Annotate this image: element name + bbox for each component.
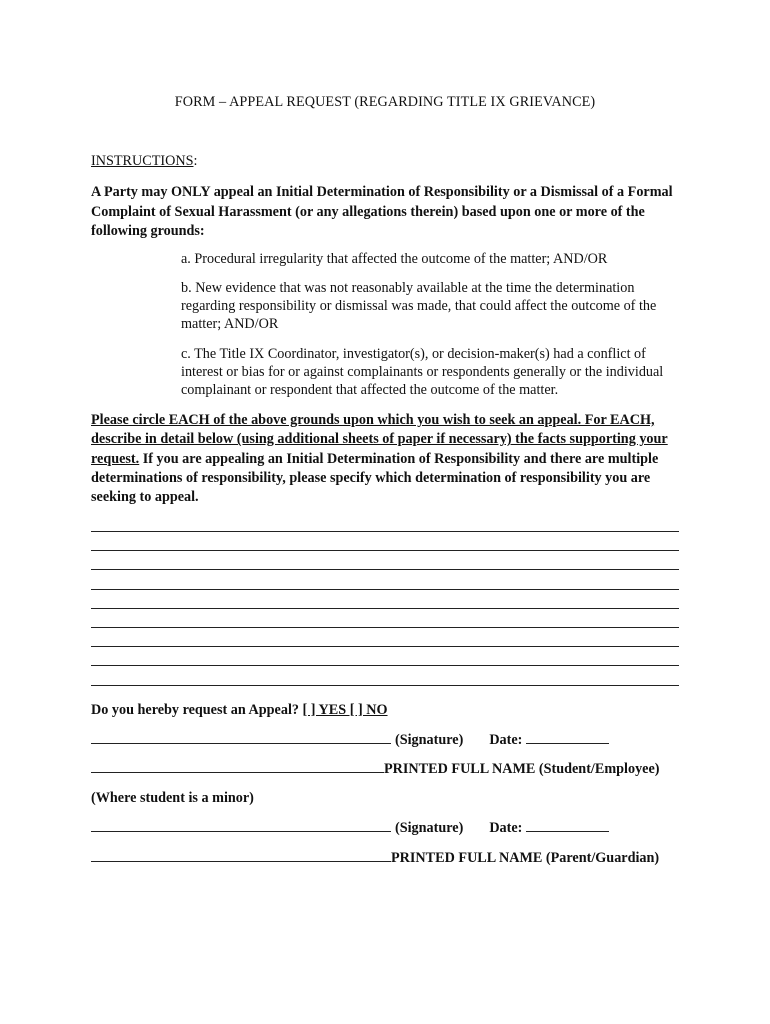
description-line[interactable] xyxy=(91,627,679,628)
appeal-question-text: Do you hereby request an Appeal? xyxy=(91,702,303,718)
student-date-line[interactable] xyxy=(526,731,609,744)
description-line[interactable] xyxy=(91,589,679,590)
student-signature-row xyxy=(91,731,681,749)
instructions-heading-colon: : xyxy=(193,153,198,169)
parent-signature-label: (Signature) xyxy=(395,820,464,836)
description-line[interactable] xyxy=(91,646,679,647)
appeal-yes-no-options[interactable]: [ ] YES [ ] NO xyxy=(302,702,388,718)
instructions-heading xyxy=(91,153,197,170)
description-line[interactable] xyxy=(91,685,679,686)
description-line[interactable] xyxy=(91,531,679,532)
parent-printed-name-label: PRINTED FULL NAME (Parent/Guardian) xyxy=(391,850,660,866)
circle-instruction-underlined: Please circle EACH of the above grounds upon which you wish to seek an appeal. For EACH, describe in detail below (using additional sheets of paper if necessary) the facts supporting your request. xyxy=(91,412,668,467)
parent-signature-line[interactable] xyxy=(91,819,391,832)
student-signature-label: (Signature) xyxy=(395,732,464,748)
parent-signature-row xyxy=(91,819,681,837)
student-name-row xyxy=(91,760,681,778)
ground-c[interactable]: c. The Title IX Coordinator, investigator(s), or decision-maker(s) had a conflict of interest or bias for or against complainants or respondents generally or the individual complainant or respondent that affected the outcome of the matter. xyxy=(181,346,664,398)
circle-instruction xyxy=(91,411,683,507)
student-printed-name-label: PRINTED FULL NAME (Student/Employee) xyxy=(384,761,660,777)
parent-name-row xyxy=(91,849,681,867)
parent-date-label: Date: xyxy=(489,820,523,836)
student-date-label: Date: xyxy=(489,732,523,748)
student-signature-line[interactable] xyxy=(91,731,391,744)
intro-paragraph: A Party may ONLY appeal an Initial Determination of Responsibility or a Dismissal of a Formal Complaint of Sexual Harassment (or any allegations therein) based upon one or more of the following grounds: xyxy=(91,184,673,239)
appeal-question xyxy=(91,702,388,719)
form-title: FORM – APPEAL REQUEST (REGARDING TITLE IX GRIEVANCE) xyxy=(174,94,596,110)
description-line[interactable] xyxy=(91,608,679,609)
description-line[interactable] xyxy=(91,550,679,551)
ground-b[interactable]: b. New evidence that was not reasonably available at the time the determination regarding responsibility or dismissal was made, that could affect the outcome of the matter; AND/OR xyxy=(181,280,657,332)
parent-printed-name-line[interactable] xyxy=(91,849,391,862)
student-printed-name-line[interactable] xyxy=(91,760,384,773)
circle-instruction-rest: If you are appealing an Initial Determination of Responsibility and there are multiple determinations of responsibility, please specify which determination of responsibility you are seeking to appeal. xyxy=(91,450,659,506)
appeal-description-lines[interactable] xyxy=(91,531,679,704)
parent-date-line[interactable] xyxy=(526,819,609,832)
description-line[interactable] xyxy=(91,569,679,570)
ground-a[interactable]: a. Procedural irregularity that affected the outcome of the matter; AND/OR xyxy=(181,251,608,267)
description-line[interactable] xyxy=(91,665,679,666)
minor-note: (Where student is a minor) xyxy=(91,790,254,806)
instructions-heading-text: INSTRUCTIONS xyxy=(91,153,194,169)
